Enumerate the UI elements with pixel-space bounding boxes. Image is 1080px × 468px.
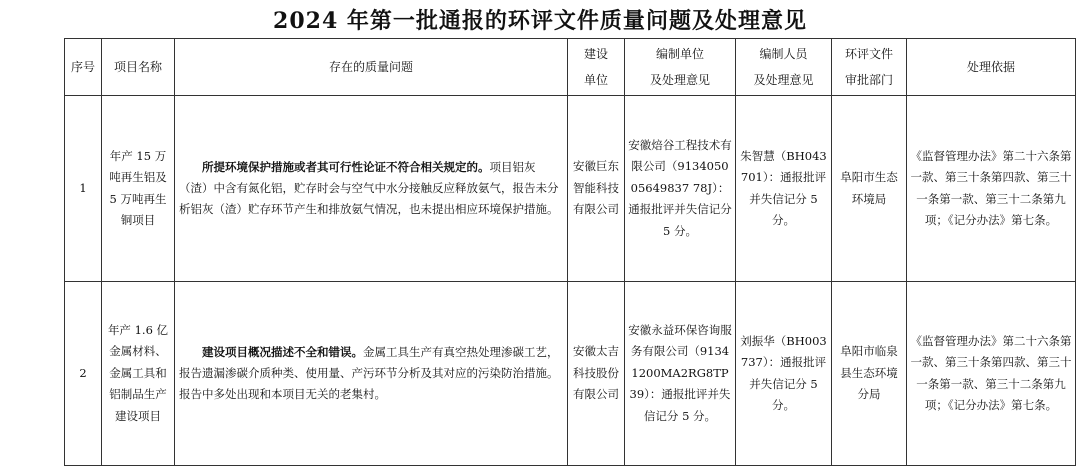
cell-project: 年产 1.6 亿金属材料、金属工具和铝制品生产建设项目: [102, 282, 175, 466]
header-builder-line1: 建设: [583, 47, 608, 61]
cell-approver: 阜阳市生态环境局: [832, 96, 907, 282]
header-approver-line2: 审批部门: [844, 73, 893, 87]
table-header-row: [65, 39, 1076, 96]
cell-seq: 1: [65, 96, 102, 282]
header-staff-line1: 编制人员: [759, 47, 808, 61]
cell-staff: 朱智慧（BH043701）：通报批评并失信记分 5 分。: [736, 96, 832, 282]
header-builder: [568, 39, 625, 96]
header-approver: [832, 39, 907, 96]
cell-compiler: 安徽焙谷工程技术有限公司（913405005649837 78J）：通报批评并失信记分 5 分。: [625, 96, 736, 282]
cell-seq: 2: [65, 282, 102, 466]
cell-compiler: 安徽永益环保咨询服务有限公司（91341200MA2RG8TP39）：通报批评并失信记分 5 分。: [625, 282, 736, 466]
table-row: [65, 282, 1076, 466]
header-seq: 序号: [65, 39, 102, 96]
table-row: [65, 96, 1076, 282]
header-issue: 存在的质量问题: [175, 39, 568, 96]
header-basis: 处理依据: [907, 39, 1076, 96]
cell-basis: 《监督管理办法》第二十六条第一款、第三十条第四款、第三十一条第一款、第三十二条第九项；《记分办法》第七条。: [907, 96, 1076, 282]
cell-issue: [175, 282, 568, 466]
issue-summary: 建设项目概况描述不全和错误。: [202, 345, 363, 359]
cell-staff: 刘振华（BH003737）：通报批评并失信记分 5 分。: [736, 282, 832, 466]
header-project: 项目名称: [102, 39, 175, 96]
cell-project: 年产 15 万吨再生铝及 5 万吨再生铜项目: [102, 96, 175, 282]
cell-issue: [175, 96, 568, 282]
cell-basis: 《监督管理办法》第二十六条第一款、第三十条第四款、第三十一条第一款、第三十二条第九项；《记分办法》第七条。: [907, 282, 1076, 466]
document-title: 2024 年第一批通报的环评文件质量问题及处理意见: [273, 8, 807, 34]
header-compiler: [625, 39, 736, 96]
issue-detail: 项目铝灰（渣）中含有氮化铝，贮存时会与空气中水分接触反应释放氨气，报告未分析铝灰（渣）贮存环节产生和排放氨气情况，也未提出相应环境保护措施。: [179, 160, 559, 216]
header-compiler-line2: 及处理意见: [649, 73, 710, 87]
header-staff-line2: 及处理意见: [753, 73, 814, 87]
issues-table: [64, 38, 1076, 466]
cell-builder: 安徽太吉科技股份有限公司: [568, 282, 625, 466]
issue-detail: 金属工具生产有真空热处理渗碳工艺，报告遗漏渗碳介质种类、使用量、产污环节分析及其对应的污染防治措施。报告中多处出现和本项目无关的老集村。: [179, 345, 559, 401]
cell-approver: 阜阳市临泉县生态环境分局: [832, 282, 907, 466]
issue-summary: 所提环境保护措施或者其可行性论证不符合相关规定的。: [202, 160, 490, 174]
header-approver-line1: 环评文件: [844, 47, 893, 61]
header-staff: [736, 39, 832, 96]
cell-builder: 安徽巨东智能科技有限公司: [568, 96, 625, 282]
header-builder-line2: 单位: [583, 73, 608, 87]
header-compiler-line1: 编制单位: [655, 47, 704, 61]
